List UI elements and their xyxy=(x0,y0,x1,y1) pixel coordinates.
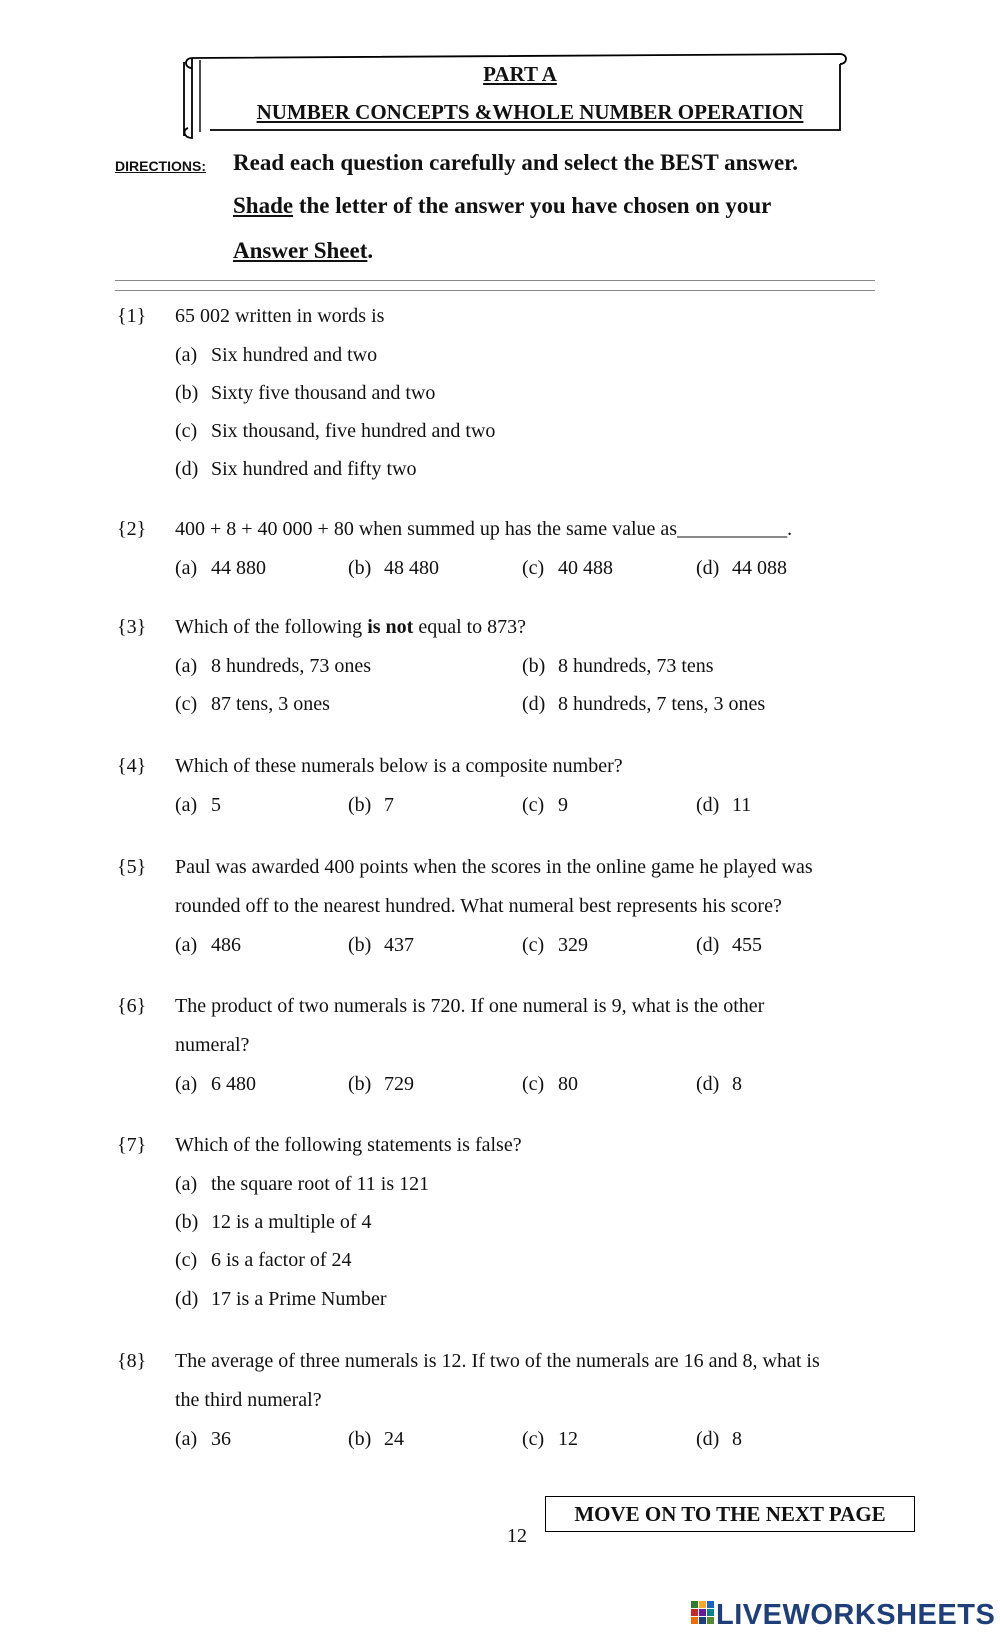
title-banner xyxy=(180,52,860,142)
option-label: (a) xyxy=(175,794,198,816)
answer-option[interactable] xyxy=(522,693,765,716)
answer-option[interactable] xyxy=(175,1173,429,1196)
part-heading: PART A xyxy=(483,62,557,86)
option-text: 9 xyxy=(558,794,568,816)
option-text: 8 xyxy=(732,1073,742,1095)
option-label: (a) xyxy=(175,1173,198,1195)
option-text: 6 is a factor of 24 xyxy=(211,1249,352,1271)
liveworksheets-logo-icon xyxy=(690,1600,716,1630)
question-text: 400 + 8 + 40 000 + 80 when summed up has the same value as___________. xyxy=(175,518,793,540)
option-label: (c) xyxy=(522,794,545,816)
option-label: (d) xyxy=(522,693,546,715)
question-text-continued: rounded off to the nearest hundred. What numeral best represents his score? xyxy=(175,895,782,917)
option-text: 24 xyxy=(384,1428,404,1450)
answer-option[interactable] xyxy=(175,458,417,481)
question-number: {2} xyxy=(117,518,147,540)
option-text: 8 hundreds, 7 tens, 3 ones xyxy=(558,693,766,715)
option-label: (b) xyxy=(522,655,546,677)
answer-option[interactable] xyxy=(696,934,762,957)
question-number: {4} xyxy=(117,755,147,777)
option-label: (a) xyxy=(175,344,198,366)
directions-line-1: Read each question carefully and select the BEST answer. xyxy=(233,150,799,175)
option-text: 455 xyxy=(732,934,762,956)
question-number: {3} xyxy=(117,616,147,638)
answer-option[interactable] xyxy=(696,1073,742,1096)
liveworksheets-logo xyxy=(690,1597,995,1633)
directions-line-3-rest: . xyxy=(367,238,374,263)
option-text: Sixty five thousand and two xyxy=(211,382,436,404)
option-label: (d) xyxy=(175,1288,199,1310)
shade-word: Shade xyxy=(233,193,294,218)
answer-option[interactable] xyxy=(348,934,414,957)
answer-option[interactable] xyxy=(175,934,241,957)
answer-option[interactable] xyxy=(696,794,751,817)
answer-option[interactable] xyxy=(175,693,330,716)
option-text: 437 xyxy=(384,934,414,956)
separator-rule xyxy=(115,280,875,291)
option-label: (c) xyxy=(522,934,545,956)
option-label: (d) xyxy=(696,557,720,579)
question-text: Which of these numerals below is a composite number? xyxy=(175,755,623,777)
option-label: (d) xyxy=(175,458,199,480)
option-text: 329 xyxy=(558,934,588,956)
question-text: Which of the following statements is false? xyxy=(175,1134,522,1156)
answer-option[interactable] xyxy=(348,557,439,580)
option-label: (d) xyxy=(696,794,720,816)
answer-option[interactable] xyxy=(175,1249,352,1272)
question-text-end: equal to 873? xyxy=(413,616,527,638)
answer-option[interactable] xyxy=(522,1073,578,1096)
option-text: 36 xyxy=(211,1428,231,1450)
question-text xyxy=(175,616,526,639)
answer-option[interactable] xyxy=(348,1428,404,1451)
answer-option[interactable] xyxy=(175,344,377,367)
question-number: {1} xyxy=(117,305,147,327)
answer-option[interactable] xyxy=(175,794,221,817)
option-label: (c) xyxy=(175,693,198,715)
option-text: 17 is a Prime Number xyxy=(211,1288,387,1310)
option-label: (a) xyxy=(175,557,198,579)
option-label: (c) xyxy=(522,1073,545,1095)
answer-option[interactable] xyxy=(522,934,588,957)
answer-option[interactable] xyxy=(348,1073,414,1096)
option-label: (d) xyxy=(696,1428,720,1450)
option-text: 8 hundreds, 73 ones xyxy=(211,655,371,677)
option-label: (d) xyxy=(696,1073,720,1095)
option-label: (b) xyxy=(348,1428,372,1450)
directions-line-3 xyxy=(233,238,373,264)
option-label: (c) xyxy=(175,1249,198,1271)
option-label: (b) xyxy=(175,382,199,404)
answer-option[interactable] xyxy=(175,1288,387,1311)
directions-label: DIRECTIONS: xyxy=(115,158,206,174)
question-number: {7} xyxy=(117,1134,147,1156)
question-number: {6} xyxy=(117,995,147,1017)
option-text: 8 hundreds, 73 tens xyxy=(558,655,714,677)
option-text: Six hundred and two xyxy=(211,344,378,366)
answer-option[interactable] xyxy=(175,1073,256,1096)
option-text: 87 tens, 3 ones xyxy=(211,693,330,715)
option-text: the square root of 11 is 121 xyxy=(211,1173,430,1195)
question-text: 65 002 written in words is xyxy=(175,305,385,327)
question-text-continued: the third numeral? xyxy=(175,1389,322,1411)
question-text: The product of two numerals is 720. If one numeral is 9, what is the other xyxy=(175,995,765,1017)
directions-line-2-rest: the letter of the answer you have chosen on your xyxy=(293,193,772,218)
answer-option[interactable] xyxy=(175,1428,231,1451)
answer-option[interactable] xyxy=(175,557,266,580)
answer-option[interactable] xyxy=(522,557,613,580)
option-text: 5 xyxy=(211,794,221,816)
option-text: 6 480 xyxy=(211,1073,256,1095)
question-text-continued: numeral? xyxy=(175,1034,250,1056)
option-text: 729 xyxy=(384,1073,414,1095)
section-title: NUMBER CONCEPTS &WHOLE NUMBER OPERATION xyxy=(256,100,804,124)
option-label: (c) xyxy=(522,1428,545,1450)
option-text: 44 088 xyxy=(732,557,787,579)
option-text: 11 xyxy=(732,794,752,816)
option-text: 486 xyxy=(211,934,241,956)
next-page-notice: MOVE ON TO THE NEXT PAGE xyxy=(545,1496,915,1532)
answer-sheet-words: Answer Sheet xyxy=(233,238,368,263)
option-text: 12 xyxy=(558,1428,578,1450)
answer-option[interactable] xyxy=(175,382,435,405)
option-text: Six hundred and fifty two xyxy=(211,458,417,480)
option-text: Six thousand, five hundred and two xyxy=(211,420,496,442)
answer-option[interactable] xyxy=(696,557,787,580)
answer-option[interactable] xyxy=(175,1211,372,1234)
option-text: 12 is a multiple of 4 xyxy=(211,1211,372,1233)
question-number: {8} xyxy=(117,1350,147,1372)
option-text: 8 xyxy=(732,1428,742,1450)
answer-option[interactable] xyxy=(348,794,394,817)
answer-option[interactable] xyxy=(522,794,568,817)
option-label: (d) xyxy=(696,934,720,956)
directions-line-2 xyxy=(233,193,771,219)
answer-option[interactable] xyxy=(522,655,714,678)
option-label: (a) xyxy=(175,655,198,677)
question-text-start: Which of the following xyxy=(175,616,368,638)
option-label: (b) xyxy=(175,1211,199,1233)
page-number: 12 xyxy=(507,1525,527,1547)
question-text: The average of three numerals is 12. If two of the numerals are 16 and 8, what is xyxy=(175,1350,820,1372)
option-label: (a) xyxy=(175,1428,198,1450)
option-text: 44 880 xyxy=(211,557,266,579)
liveworksheets-logo-text: LIVEWORKSHEETS xyxy=(716,1598,996,1631)
question-number: {5} xyxy=(117,856,147,878)
answer-option[interactable] xyxy=(696,1428,742,1451)
option-label: (c) xyxy=(175,420,198,442)
option-label: (b) xyxy=(348,557,372,579)
option-text: 80 xyxy=(558,1073,578,1095)
answer-option[interactable] xyxy=(175,420,495,443)
option-label: (c) xyxy=(522,557,545,579)
option-label: (a) xyxy=(175,1073,198,1095)
option-text: 7 xyxy=(384,794,394,816)
option-label: (a) xyxy=(175,934,198,956)
option-label: (b) xyxy=(348,1073,372,1095)
answer-option[interactable] xyxy=(522,1428,578,1451)
option-text: 48 480 xyxy=(384,557,439,579)
answer-option[interactable] xyxy=(175,655,371,678)
question-text: Paul was awarded 400 points when the scores in the online game he played was xyxy=(175,856,813,878)
option-text: 40 488 xyxy=(558,557,613,579)
question-text-emphasis: is not xyxy=(367,616,414,638)
option-label: (b) xyxy=(348,934,372,956)
option-label: (b) xyxy=(348,794,372,816)
